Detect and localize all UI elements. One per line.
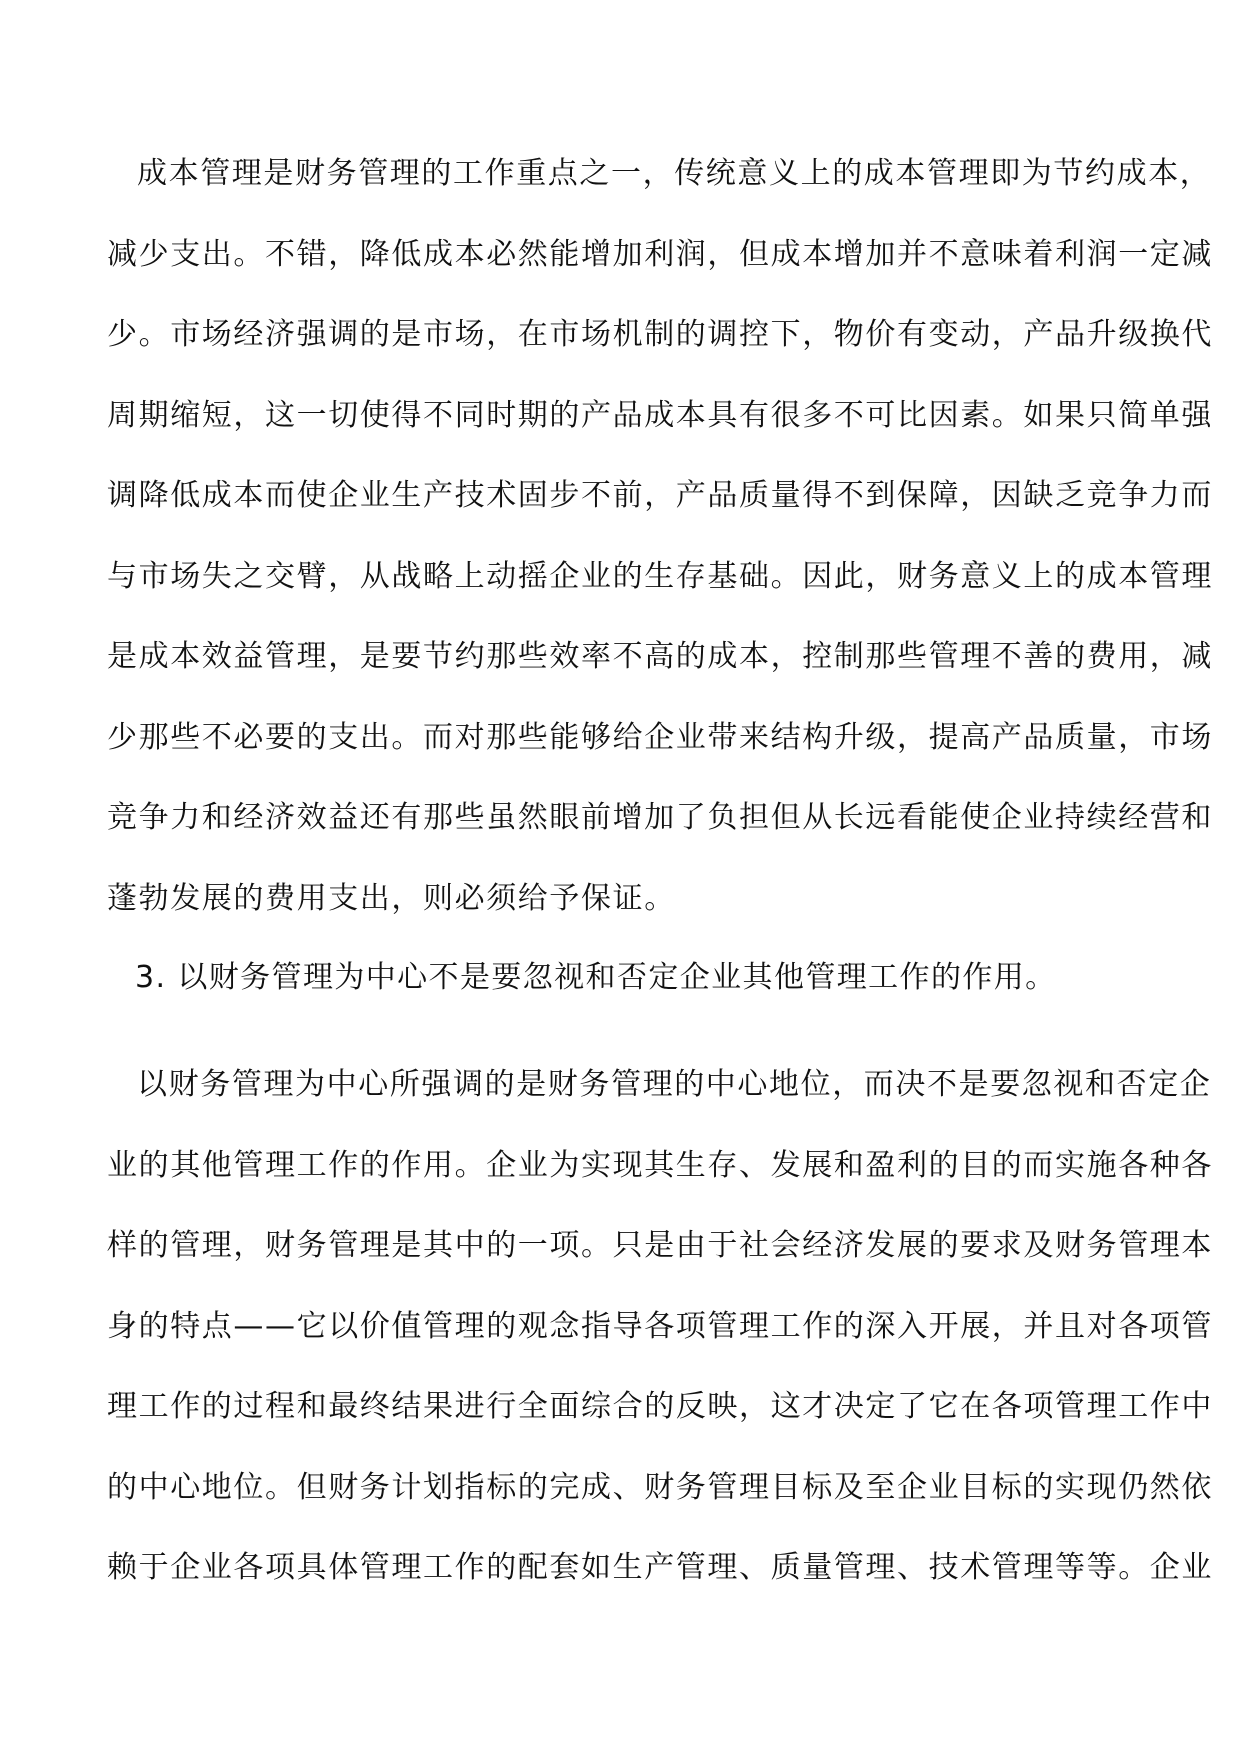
text-line: 与市场失之交臂，从战略上动摇企业的生存基础。因此，财务意义上的成本管理: [107, 558, 1213, 594]
text-line: 样的管理，财务管理是其中的一项。只是由于社会经济发展的要求及财务管理本: [107, 1228, 1213, 1263]
text-line: 周期缩短，这一切使得不同时期的产品成本具有很多不可比因素。如果只简单强: [107, 397, 1213, 433]
text-line: 赖于企业各项具体管理工作的配套如生产管理、质量管理、技术管理等等。企业: [107, 1550, 1213, 1585]
text-line: 少那些不必要的支出。而对那些能够给企业带来结构升级，提高产品质量，市场: [107, 719, 1213, 755]
text-line: 调降低成本而使企业生产技术固步不前，产品质量得不到保障，因缺乏竞争力而: [107, 478, 1213, 513]
paragraph-cost-management: [107, 134, 1213, 939]
text-line: 身的特点——它以价值管理的观念指导各项管理工作的深入开展，并且对各项管: [107, 1308, 1213, 1344]
text-line: 少。市场经济强调的是市场，在市场机制的调控下，物价有变动，产品升级换代: [107, 317, 1213, 352]
text-line: 的中心地位。但财务计划指标的完成、财务管理目标及至企业目标的实现仍然依: [107, 1469, 1213, 1505]
text-line: 减少支出。不错，降低成本必然能增加利润，但成本增加并不意味着利润一定减: [107, 236, 1213, 272]
text-line: 竞争力和经济效益还有那些虽然眼前增加了负担但从长远看能使企业持续经营和: [107, 800, 1213, 835]
section-heading-3: 3. 以财务管理为中心不是要忽视和否定企业其他管理工作的作用。: [135, 960, 1057, 995]
text-line: 理工作的过程和最终结果进行全面综合的反映，这才决定了它在各项管理工作中: [107, 1389, 1213, 1424]
text-line: 是成本效益管理，是要节约那些效率不高的成本，控制那些管理不善的费用，减: [107, 639, 1213, 674]
text-line: 成本管理是财务管理的工作重点之一，传统意义上的成本管理即为节约成本，: [137, 156, 1212, 191]
text-line: 业的其他管理工作的作用。企业为实现其生存、发展和盈利的目的而实施各种各: [107, 1147, 1213, 1183]
text-line: 蓬勃发展的费用支出，则必须给予保证。: [107, 880, 676, 916]
text-line: 以财务管理为中心所强调的是财务管理的中心地位，而决不是要忽视和否定企: [137, 1067, 1212, 1102]
paragraph-financial-center: [107, 1045, 1213, 1609]
